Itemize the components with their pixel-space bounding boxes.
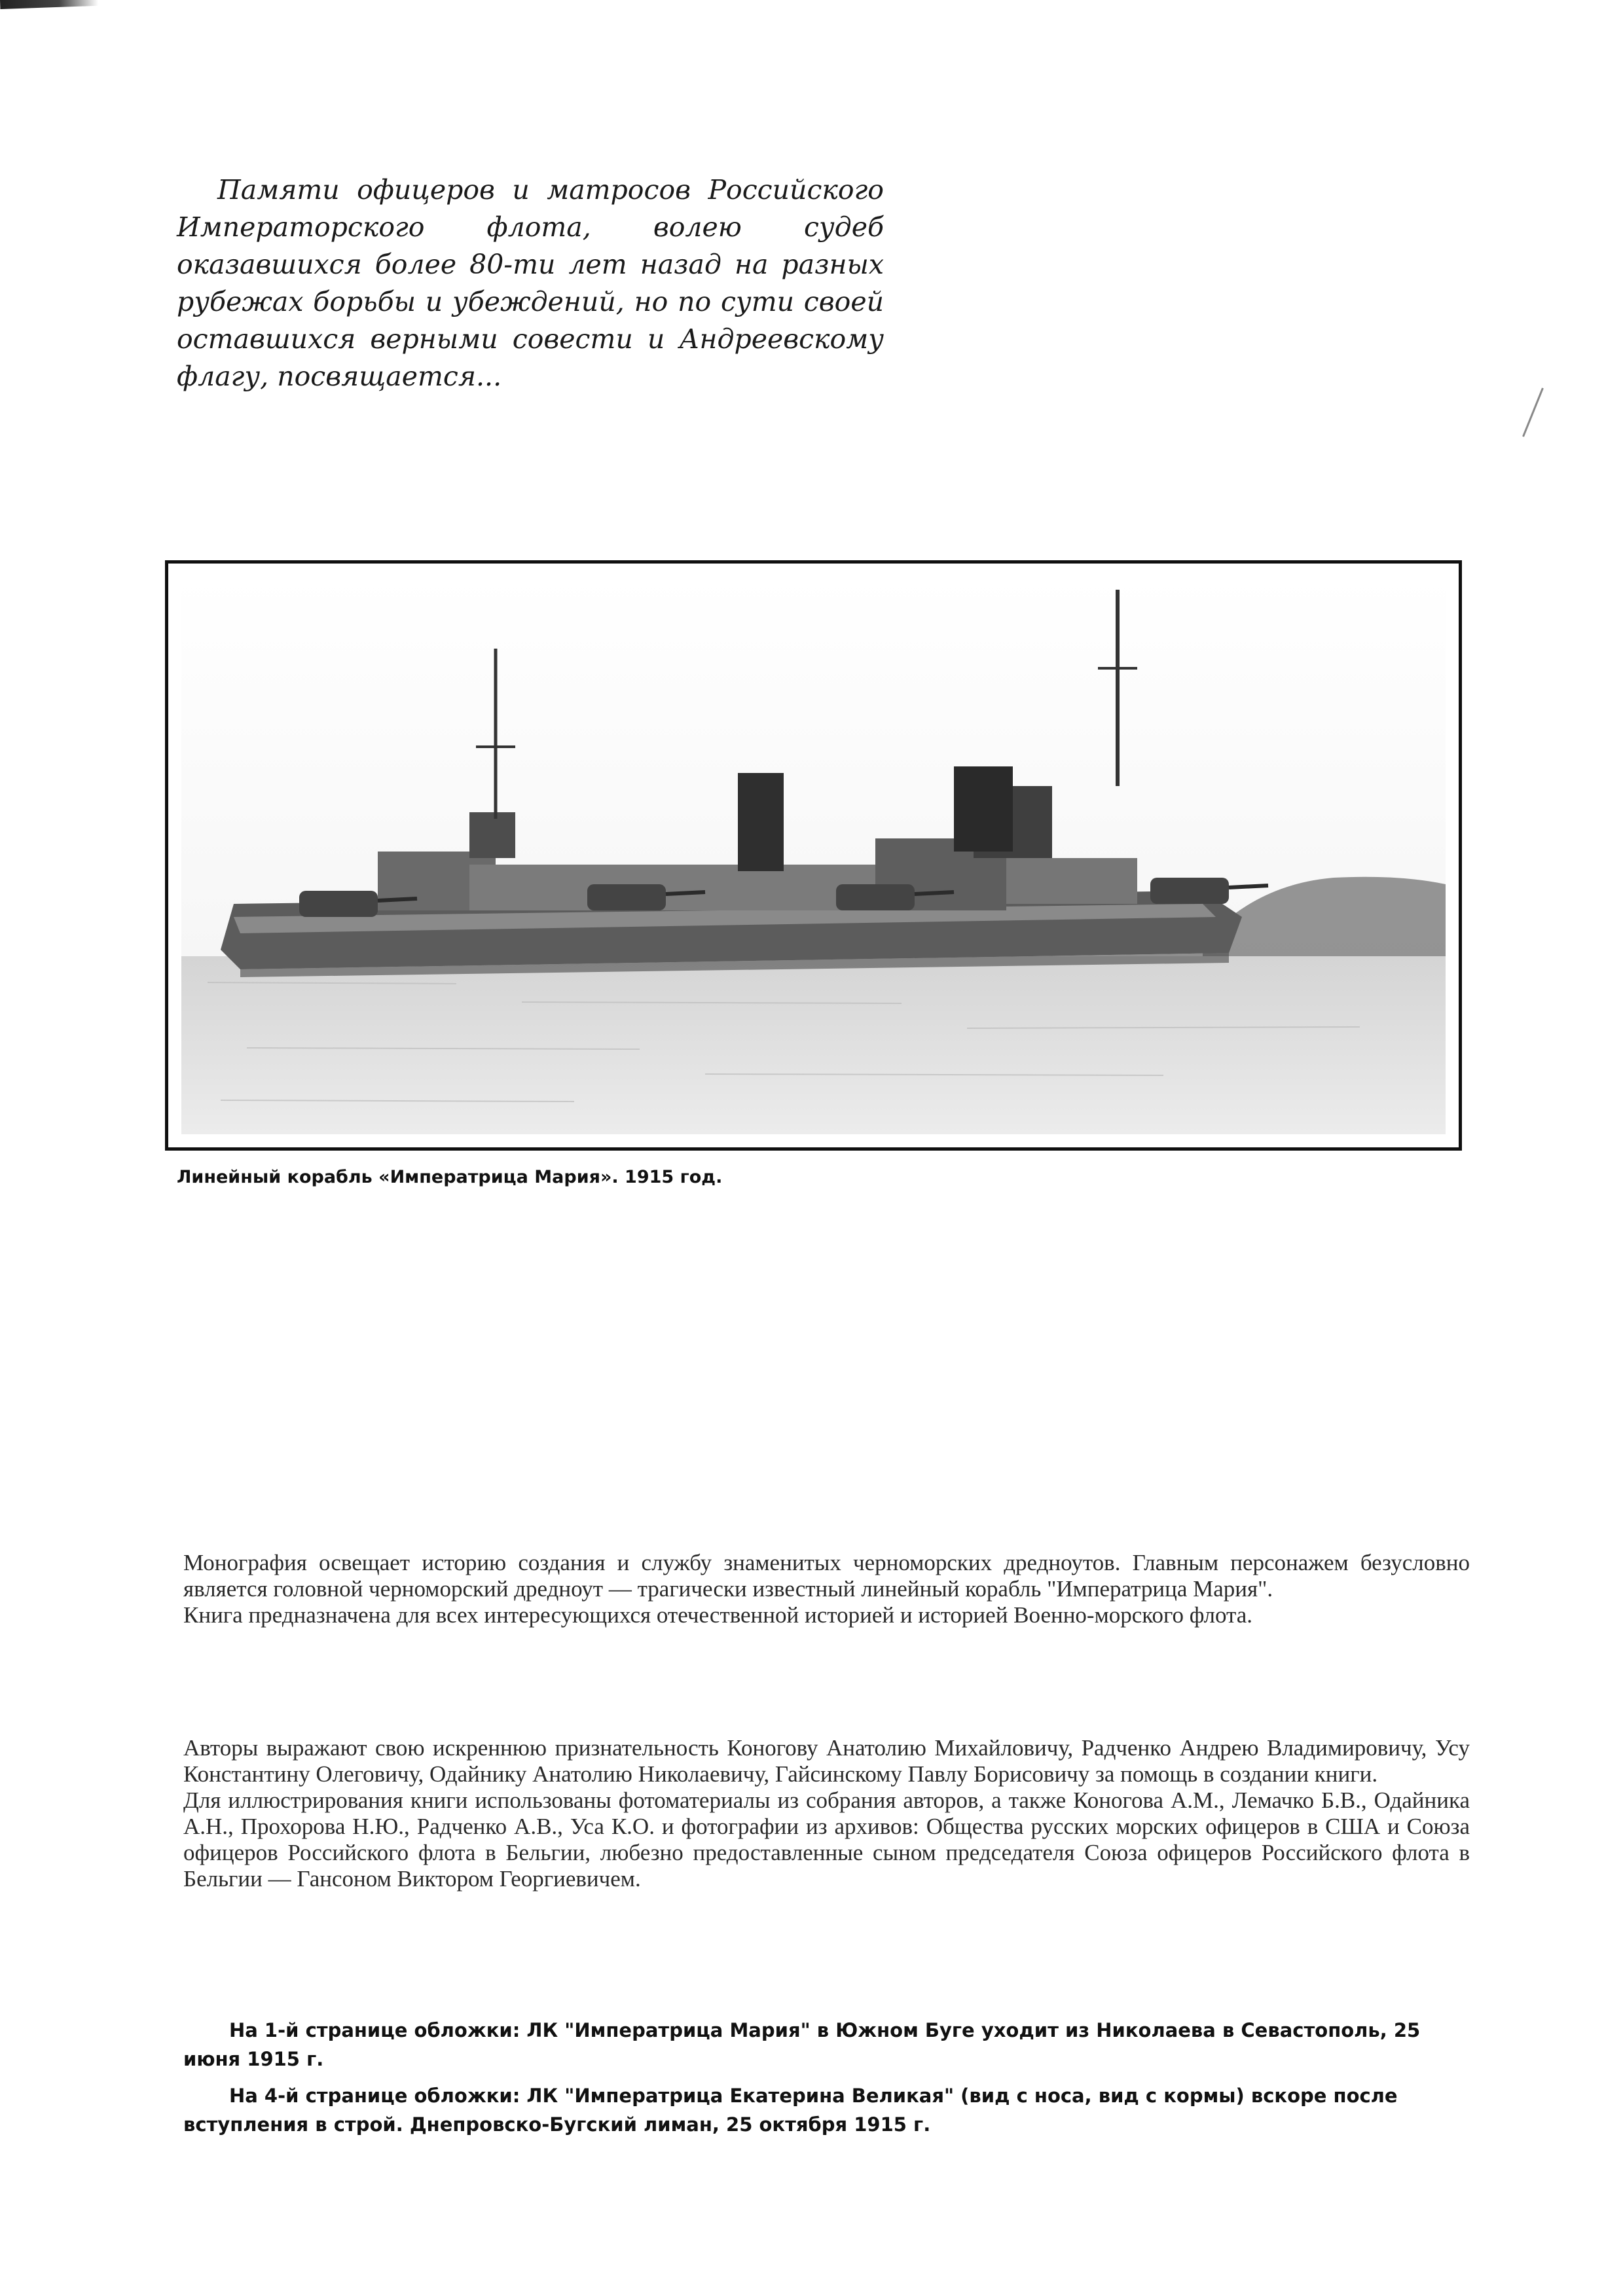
scan-scratch [1522,387,1544,437]
annotation-paragraph: Книга предназначена для всех интересующихся отечественной историей и историей Военно-морского флота. [183,1602,1253,1628]
battleship-photo-frame [165,560,1462,1151]
acknowledgements [183,1735,1470,1892]
cover-notes [183,2016,1476,2147]
front-cover-note: На 1-й странице обложки: ЛК "Императрица Мария" в Южном Буге уходит из Николаева в Севастополь, 25 июня 1915 г. [183,2019,1421,2070]
photo-caption: Линейный корабль «Императрица Мария». 1915 год. [177,1167,723,1187]
acknowledgements-paragraph: Для иллюстрирования книги использованы фотоматериалы из собрания авторов, а также Коногова А.М., Лемачко Б.В., Одайника А.Н., Прохорова Н.Ю., Радченко А.В., Уса К.О. и фотографии из архивов: Общества русских морских офицеров в США и Союза офицеров Российского флота в Бельгии, любезно предоставленные сыном председателя Союза офицеров Российского флота в Бельгии — Гансоном Виктором Георгиевичем. [183,1787,1470,1892]
book-annotation [183,1550,1470,1628]
dedication-text: Памяти офицеров и матросов Российского Императорского флота, волею судеб оказавшихся более 80-ти лет назад на разных рубежах борьбы и убеждений, но по сути своей оставшихся верными совести и Андреевскому флагу, посвящается... [177,174,884,392]
annotation-paragraph: Монография освещает историю создания и службу знаменитых черноморских дредноутов. Главным персонажем безусловно является головной черноморский дредноут — трагически известный линейный корабль "Императрица Мария". [183,1550,1470,1602]
back-cover-note: На 4-й странице обложки: ЛК "Императрица Екатерина Великая" (вид с носа, вид с кормы) вскоре после вступления в строй. Днепровско-Бугский лиман, 25 октября 1915 г. [183,2085,1398,2136]
acknowledgements-paragraph: Авторы выражают свою искреннюю признательность Коногову Анатолию Михайловичу, Радченко Андрею Владимировичу, Усу Константину Олеговичу, Одайнику Анатолию Николаевичу, Гайсинскому Павлу Борисовичу за помощь в создании книги. [183,1735,1470,1787]
scan-edge-mark [0,0,98,9]
battleship-photo [181,577,1446,1134]
